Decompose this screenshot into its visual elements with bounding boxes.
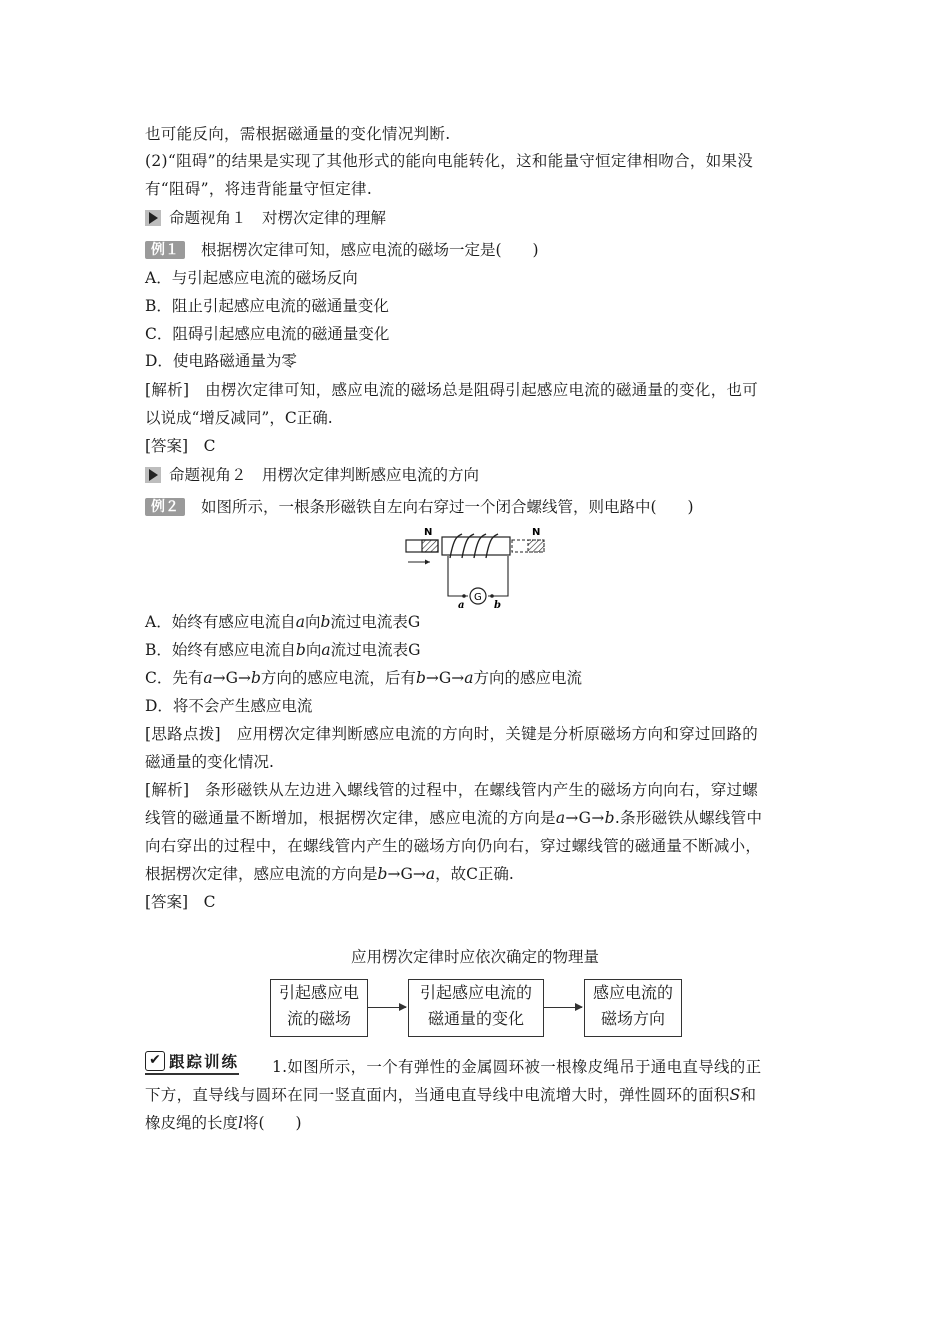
tracking-title: 跟踪训练	[169, 1053, 240, 1071]
flow-box-line: 磁场方向	[600, 1009, 665, 1028]
galvanometer	[470, 588, 486, 604]
example-badge: 例１	[145, 241, 185, 259]
option-b: B．始终有感应电流自b向a流过电流表G	[145, 641, 421, 659]
section-heading-2	[145, 465, 479, 485]
option-b: B．阻止引起感应电流的磁通量变化	[145, 297, 389, 315]
question-text: 根据楞次定律可知，感应电流的磁场一定是( )	[201, 241, 539, 259]
section-heading-1	[145, 208, 386, 228]
flow-arrow-2	[544, 1007, 582, 1008]
terminal-a: a	[458, 600, 465, 610]
section-heading-text: 命题视角１ 对楞次定律的理解	[169, 209, 387, 227]
analysis-line-4: 根据楞次定律，感应电流的方向是b→G→a，故C正确.	[145, 865, 514, 883]
intro-line-1: 也可能反向，需根据磁通量的变化情况判断.	[145, 125, 451, 143]
pole-label-right: N	[532, 527, 541, 538]
option-a: A．始终有感应电流自a向b流过电流表G	[145, 613, 421, 631]
section-heading-text: 命题视角２ 用楞次定律判断感应电流的方向	[169, 466, 480, 484]
hint-line-1: [思路点拨] 应用楞次定律判断感应电流的方向时，关键是分析原磁场方向和穿过回路的	[145, 725, 759, 743]
terminal-b: b	[494, 600, 501, 610]
play-icon	[145, 210, 161, 226]
flow-box-line: 引起感应电流的	[419, 983, 532, 1002]
analysis-line-3: 向右穿出的过程中，在螺线管内产生的磁场方向仍向右，穿过螺线管的磁通量不断减小，	[145, 837, 762, 855]
flow-box-line: 引起感应电	[278, 983, 359, 1002]
answer-1: [答案] C	[145, 437, 216, 455]
tracking-label	[145, 1050, 239, 1072]
hint-line-2: 磁通量的变化情况.	[145, 753, 274, 771]
magnet-left	[406, 540, 438, 552]
flow-box-line: 感应电流的	[592, 983, 673, 1002]
example-badge: 例２	[145, 498, 185, 516]
analysis-line-2: 线管的磁通量不断增加，根据楞次定律，感应电流的方向是a→G→b.条形磁铁从螺线管中	[145, 809, 763, 827]
flow-arrow-1	[368, 1007, 406, 1008]
option-d: D．将不会产生感应电流	[145, 697, 313, 715]
pole-label-left: N	[424, 527, 433, 538]
analysis-line-2: 以说成“增反减同”，C正确.	[145, 409, 333, 427]
example-2-question	[145, 497, 694, 517]
solenoid-coil	[442, 534, 510, 558]
option-d: D．使电路磁通量为零	[145, 352, 297, 370]
flow-box-line: 磁通量的变化	[427, 1009, 524, 1028]
solenoid-diagram	[400, 520, 560, 610]
tracking-question-line-2: 下方，直导线与圆环在同一竖直面内，当通电直导线中电流增大时，弹性圆环的面积S和	[145, 1086, 757, 1104]
analysis-line-1: [解析] 条形磁铁从左边进入螺线管的过程中，在螺线管内产生的磁场方向向右，穿过螺	[145, 781, 759, 799]
tracking-question-line-1: 1.如图所示，一个有弹性的金属圆环被一根橡皮绳吊于通电直导线的正	[272, 1058, 762, 1076]
play-icon	[145, 467, 161, 483]
option-c: C．阻碍引起感应电流的磁通量变化	[145, 325, 390, 343]
question-text: 如图所示，一根条形磁铁自左向右穿过一个闭合螺线管，则电路中( )	[201, 498, 694, 516]
motion-arrow	[408, 560, 430, 565]
option-c: C．先有a→G→b方向的感应电流，后有b→G→a方向的感应电流	[145, 669, 582, 687]
flow-box-3	[584, 979, 682, 1037]
galvanometer-label: G	[474, 592, 482, 603]
intro-line-2: (2)“阻碍”的结果是实现了其他形式的能向电能转化，这和能量守恒定律相吻合，如果没	[145, 152, 754, 170]
magnet-right	[512, 540, 544, 552]
example-1-question	[145, 240, 539, 260]
tracking-question-line-3: 橡皮绳的长度l将( )	[145, 1114, 302, 1132]
flow-box-1	[270, 979, 368, 1037]
check-icon: ✔	[145, 1051, 165, 1071]
intro-line-3: 有“阻碍”，将违背能量守恒定律.	[145, 180, 373, 198]
flow-box-2	[408, 979, 544, 1037]
answer-2: [答案] C	[145, 893, 216, 911]
tracking-underline	[145, 1073, 239, 1075]
option-a: A．与引起感应电流的磁场反向	[145, 269, 358, 287]
flow-box-line: 流的磁场	[286, 1009, 351, 1028]
flow-title: 应用楞次定律时应依次确定的物理量	[350, 948, 599, 966]
analysis-line-1: [解析] 由楞次定律可知，感应电流的磁场总是阻碍引起感应电流的磁通量的变化，也可	[145, 381, 759, 399]
